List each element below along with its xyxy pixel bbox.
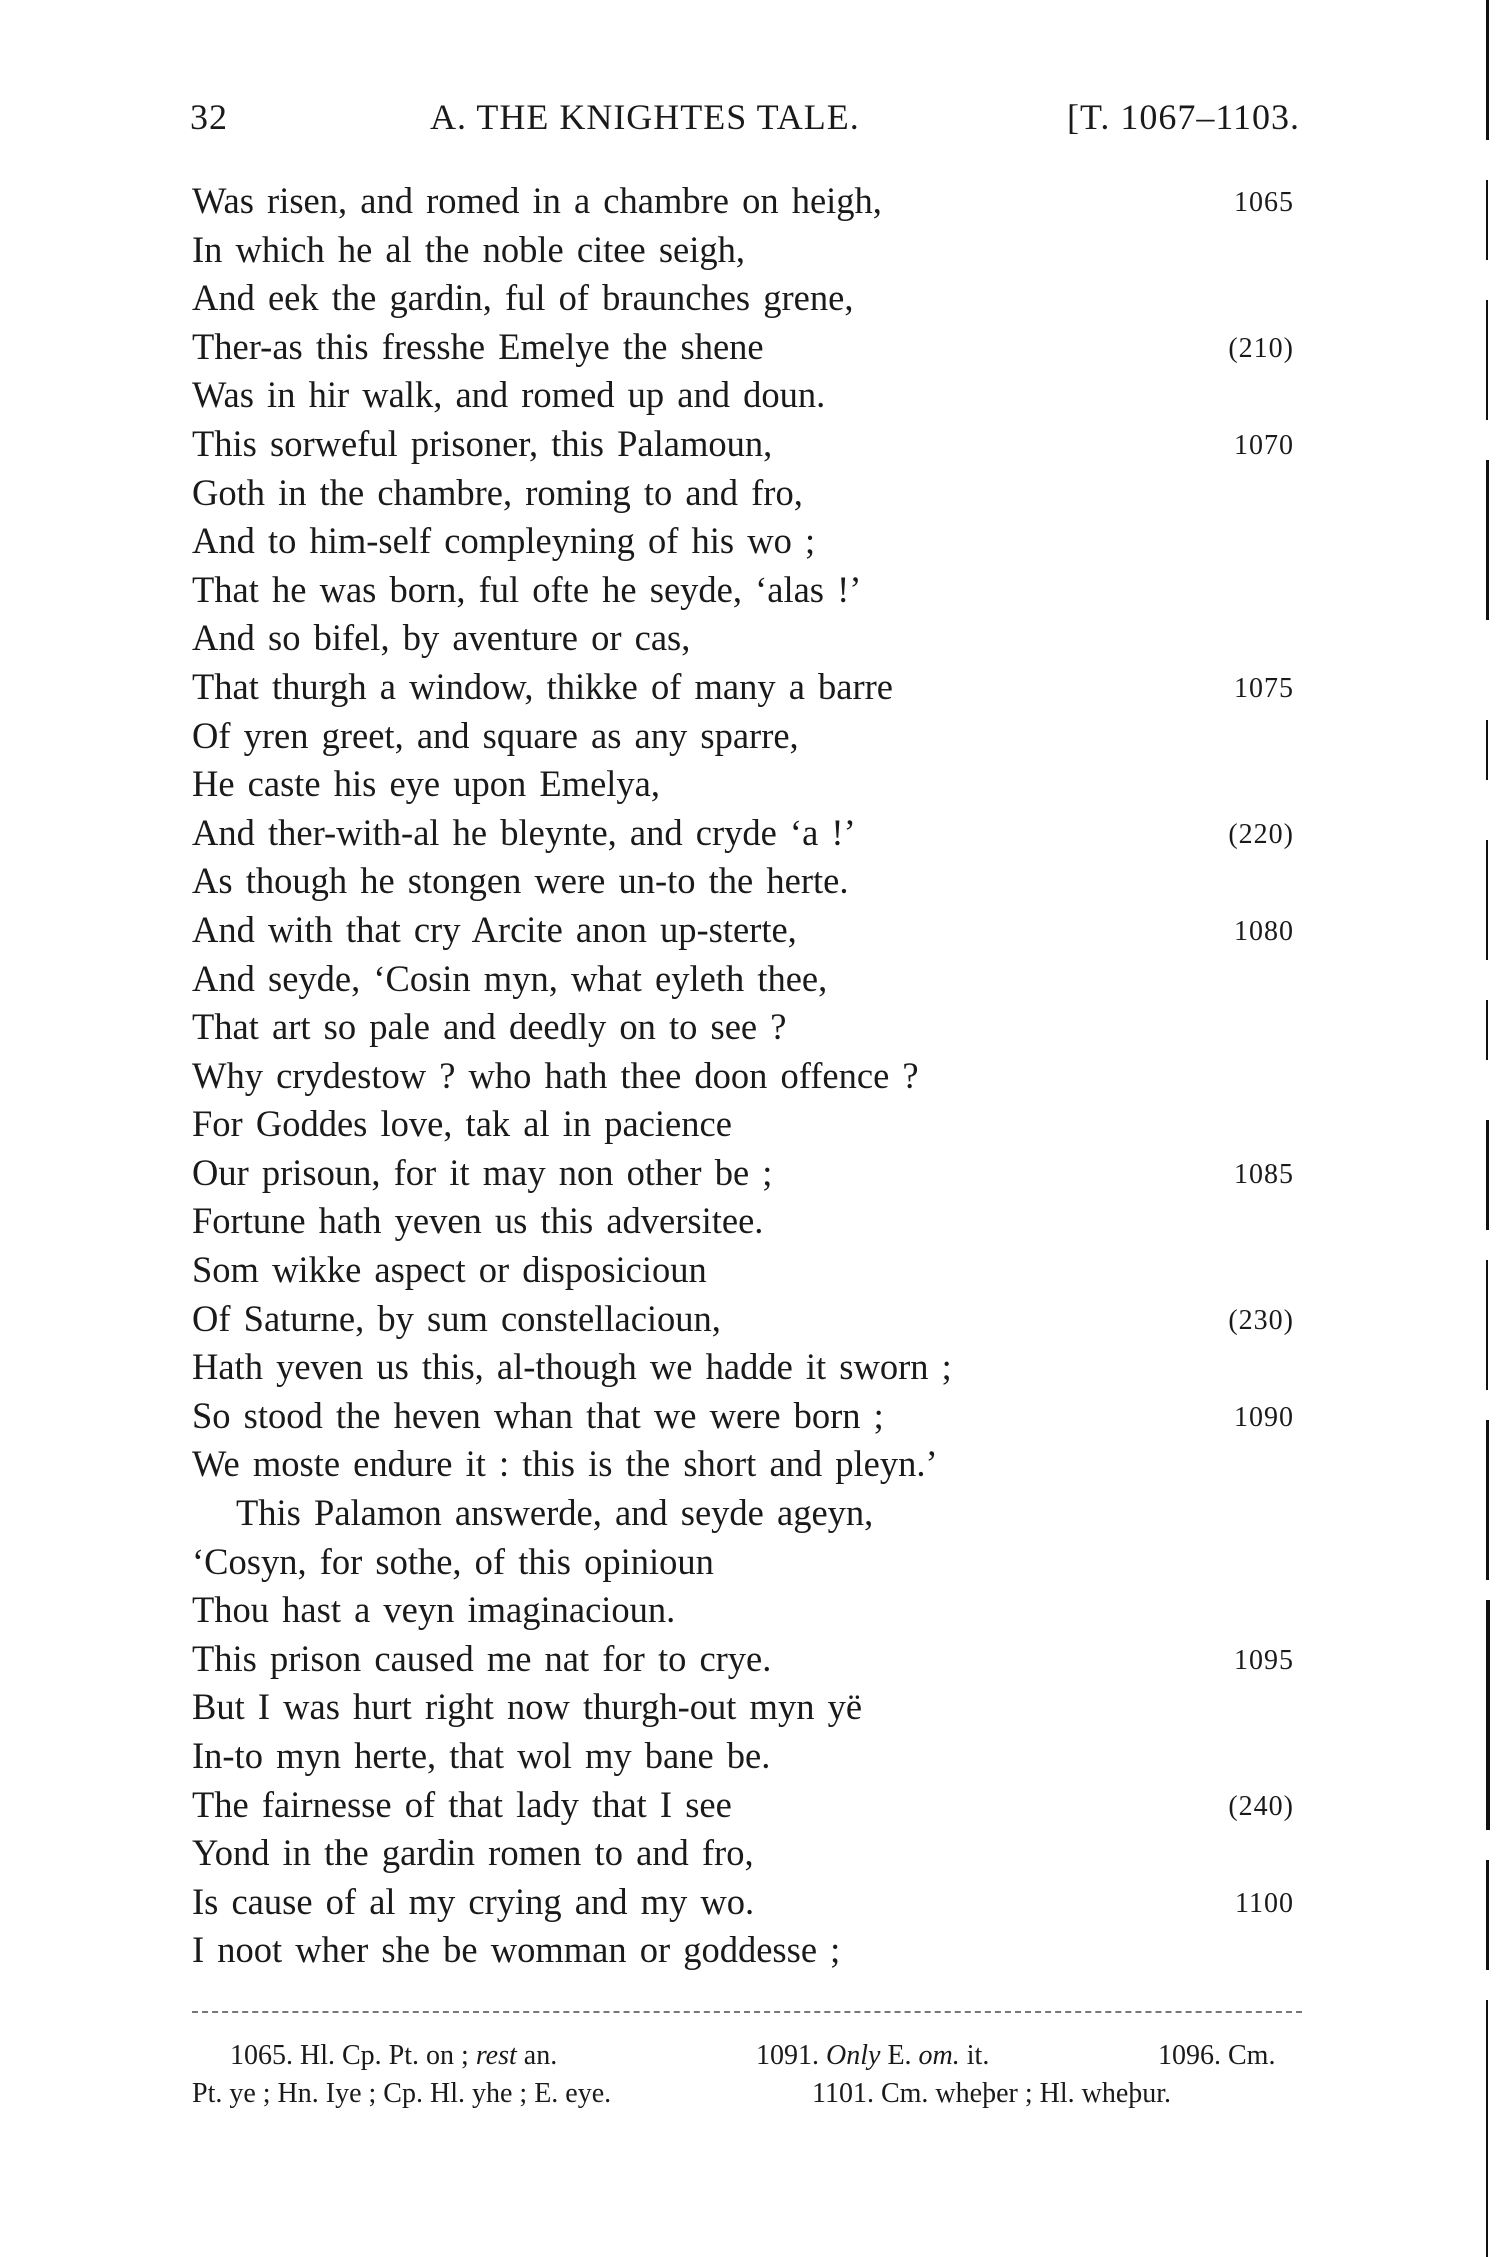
verse-text: That he was born, ful ofte he seyde, ‘alas !’ [192, 568, 862, 610]
verse-text: And ther-with-al he bleynte, and cryde ‘a !’ [192, 811, 856, 853]
verse-line [192, 177, 1302, 226]
footnote-1065: 1065. Hl. Cp. Pt. on ; rest an. [230, 2040, 558, 2071]
verse-line [192, 712, 1302, 761]
footnote-1101: 1101. Cm. wheþer ; Hl. wheþur. [812, 2078, 1172, 2109]
line-number: (220) [1228, 818, 1294, 850]
verse-text: And to him-self compleyning of his wo ; [192, 520, 816, 562]
verse-text: Goth in the chambre, roming to and fro, [192, 471, 803, 513]
line-number: (240) [1228, 1790, 1294, 1822]
footnotes [192, 2037, 1310, 2113]
verse-line [192, 1538, 1302, 1587]
verse-line [192, 1878, 1302, 1927]
verse-text: Of Saturne, by sum constellacioun, [192, 1297, 721, 1339]
verse-line [192, 663, 1302, 712]
line-number: 1090 [1234, 1401, 1294, 1433]
verse-text: Of yren greet, and square as any sparre, [192, 714, 799, 756]
line-number: (230) [1228, 1304, 1294, 1336]
verse-text: This sorweful prisoner, this Palamoun, [192, 422, 773, 464]
verse-text: So stood the heven whan that we were born ; [192, 1394, 884, 1436]
line-number: 1095 [1234, 1644, 1294, 1676]
verse-line [192, 955, 1302, 1004]
verse-text: And eek the gardin, ful of braunches grene, [192, 277, 854, 319]
footnote-rule [192, 2011, 1302, 2013]
verse-line [192, 566, 1302, 615]
page-number: 32 [190, 97, 228, 137]
verse-line [192, 469, 1302, 518]
line-number: 1080 [1234, 915, 1294, 947]
footnote-1096-cont: Pt. ye ; Hn. Iye ; Cp. Hl. yhe ; E. eye. [192, 2078, 612, 2109]
verse-text: Thou hast a veyn imaginacioun. [192, 1589, 676, 1631]
verse-text: Fortune hath yeven us this adversitee. [192, 1200, 764, 1242]
verse-line [192, 1489, 1302, 1538]
verse-text: That art so pale and deedly on to see ? [192, 1006, 787, 1048]
verse-line [192, 1829, 1302, 1878]
verse-text: ‘Cosyn, for sothe, of this opinioun [192, 1540, 714, 1582]
line-number: 1065 [1234, 187, 1294, 218]
verse-line [192, 1052, 1302, 1101]
verse-line [192, 1149, 1302, 1198]
footnote-1096: 1096. Cm. [1158, 2040, 1276, 2071]
verse-line [192, 1343, 1302, 1392]
verse-text: Was risen, and romed in a chambre on heigh, [192, 180, 882, 221]
scan-edge [1486, 0, 1490, 2257]
verse-text: In-to myn herte, that wol my bane be. [192, 1735, 771, 1776]
verse-line [192, 274, 1302, 323]
footnote-line [230, 2037, 1310, 2075]
verse-block [192, 177, 1302, 1975]
verse-line [192, 1781, 1302, 1830]
verse-line [192, 760, 1302, 809]
verse-text: But I was hurt right now thurgh-out myn yë [192, 1686, 863, 1728]
verse-text: And seyde, ‘Cosin myn, what eyleth thee, [192, 957, 828, 999]
verse-text: Ther-as this fresshe Emelye the shene [192, 325, 764, 367]
line-number: 1085 [1234, 1158, 1294, 1190]
verse-text: And with that cry Arcite anon up-sterte, [192, 908, 797, 950]
verse-text: And so bifel, by aventure or cas, [192, 617, 691, 659]
running-head [190, 96, 1300, 146]
verse-line [192, 1003, 1302, 1052]
line-number: (210) [1228, 332, 1294, 364]
verse-line [192, 226, 1302, 275]
verse-line [192, 1392, 1302, 1441]
verse-text: Som wikke aspect or disposicioun [192, 1249, 707, 1291]
verse-text: Was in hir walk, and romed up and doun. [192, 374, 826, 416]
line-number: 1070 [1234, 429, 1294, 461]
verse-text: This prison caused me nat for to crye. [192, 1637, 772, 1679]
verse-line [192, 323, 1302, 372]
verse-line [192, 906, 1302, 955]
verse-line [192, 1100, 1302, 1149]
verse-text: The fairnesse of that lady that I see [192, 1783, 732, 1825]
verse-line [192, 1635, 1302, 1684]
verse-line [192, 517, 1302, 566]
verse-line [192, 614, 1302, 663]
verse-text: Yond in the gardin romen to and fro, [192, 1832, 754, 1874]
chapter-title: A. THE KNIGHTES TALE. [430, 97, 860, 137]
line-number: 1075 [1234, 672, 1294, 704]
verse-line [192, 1732, 1302, 1781]
verse-line [192, 809, 1302, 858]
verse-text: As though he stongen were un-to the herte. [192, 860, 849, 902]
verse-text: For Goddes love, tak al in pacience [192, 1103, 732, 1145]
verse-text: Is cause of al my crying and my wo. [192, 1880, 755, 1922]
verse-text: I noot wher she be womman or goddesse ; [192, 1929, 841, 1971]
verse-line [192, 420, 1302, 469]
verse-text: Why crydestow ? who hath thee doon offence ? [192, 1054, 919, 1096]
verse-line [192, 1246, 1302, 1295]
verse-line [192, 1440, 1302, 1489]
verse-line [192, 1683, 1302, 1732]
footnote-line [192, 2075, 1310, 2113]
verse-line [192, 1586, 1302, 1635]
verse-line [192, 857, 1302, 906]
verse-text: In which he al the noble citee seigh, [192, 228, 746, 270]
line-range: [T. 1067–1103. [1067, 97, 1300, 137]
verse-text: He caste his eye upon Emelya, [192, 763, 660, 805]
verse-line [192, 1926, 1302, 1975]
verse-line [192, 1197, 1302, 1246]
footnote-1091: 1091. Only E. om. it. [756, 2040, 990, 2071]
verse-text: That thurgh a window, thikke of many a barre [192, 665, 893, 707]
verse-text: We moste endure it : this is the short and pleyn.’ [192, 1443, 938, 1485]
verse-text: Hath yeven us this, al-though we hadde it sworn ; [192, 1346, 952, 1388]
verse-text: This Palamon answerde, and seyde ageyn, [236, 1492, 874, 1534]
verse-line [192, 371, 1302, 420]
verse-text: Our prisoun, for it may non other be ; [192, 1151, 773, 1193]
line-number: 1100 [1235, 1887, 1294, 1919]
verse-line [192, 1295, 1302, 1344]
